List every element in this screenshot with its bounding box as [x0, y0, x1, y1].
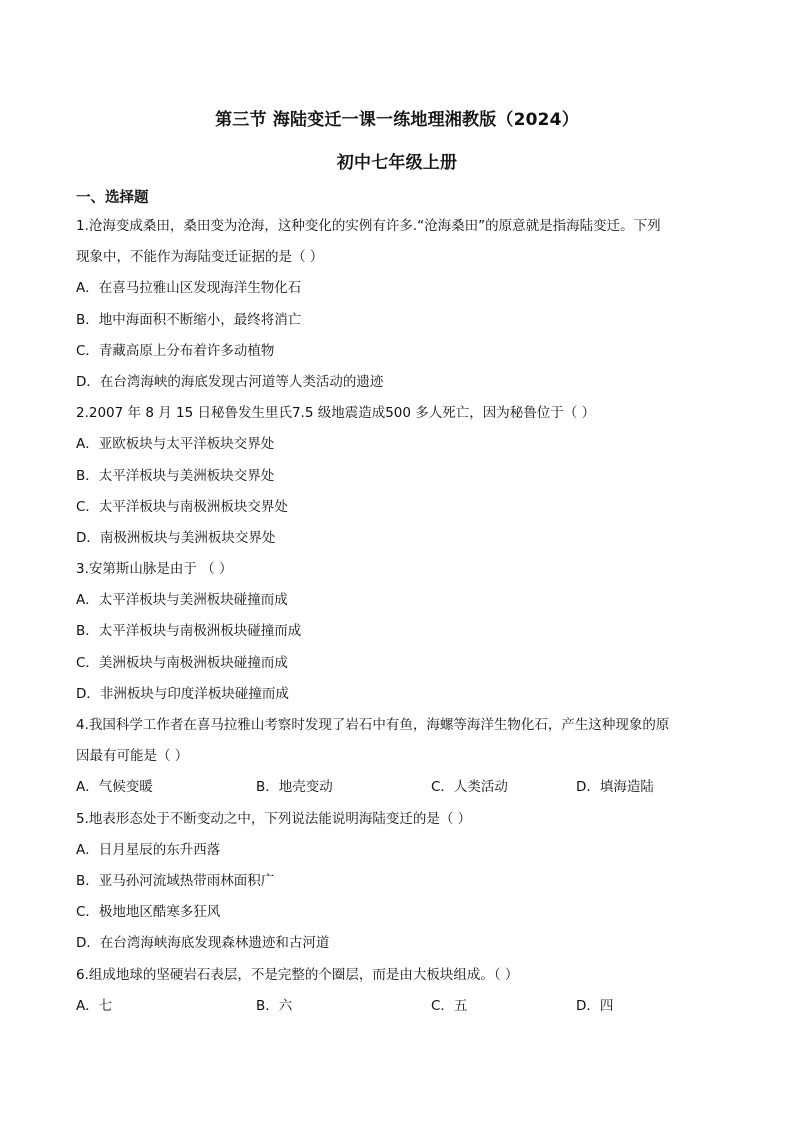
question-6-options-row [76, 994, 722, 1025]
question-list [76, 214, 722, 1025]
section-heading: 一、选择题 [76, 190, 149, 206]
document-title: 第三节 海陆变迁一课一练地理湘教版（2024） [215, 110, 579, 130]
question-3-stem: 3.安第斯山脉是由于 （ ） [76, 561, 233, 578]
question-4-option-a: A．气候变暖 [76, 779, 153, 796]
document-subtitle: 初中七年级上册 [336, 153, 458, 173]
question-3-option-b: B．太平洋板块与南极洲板块碰撞而成 [76, 623, 302, 640]
question-5-option-b: B．亚马孙河流域热带雨林面积广 [76, 872, 275, 889]
question-3-option-c: C．美洲板块与南极洲板块碰撞而成 [76, 654, 288, 671]
question-4-stem-line-2: 因最有可能是（ ） [76, 748, 189, 765]
question-4-option-d: D．填海造陆 [576, 779, 654, 796]
question-4-option-b: B．地壳变动 [256, 779, 333, 796]
question-6-option-b: B．六 [256, 997, 293, 1014]
question-1-option-d: D．在台湾海峡的海底发现古河道等人类活动的遗迹 [76, 373, 384, 390]
question-6-option-d: D．四 [576, 997, 614, 1014]
question-1-option-c: C．青藏高原上分布着许多动植物 [76, 342, 275, 359]
question-3-option-d: D．非洲板块与印度洋板块碰撞而成 [76, 685, 289, 702]
question-4-option-c: C．人类活动 [431, 779, 508, 796]
question-1-stem-line-1: 1.沧海变成桑田，桑田变为沧海，这种变化的实例有许多.“沧海桑田”的原意就是指海陆变迁。下列 [76, 218, 661, 234]
question-4-stem-line-1: 4.我国科学工作者在喜马拉雅山考察时发现了岩石中有鱼，海螺等海洋生物化石，产生这种现象的原 [76, 717, 670, 733]
question-1-option-b: B．地中海面积不断缩小，最终将消亡 [76, 311, 302, 328]
question-2-stem: 2.2007 年 8 月 15 日秘鲁发生里氏7.5 级地震造成500 多人死亡，因为秘鲁位于（ ） [76, 405, 596, 422]
question-2-option-d: D．南极洲板块与美洲板块交界处 [76, 529, 276, 546]
question-6-option-a: A．七 [76, 997, 113, 1014]
question-1-option-a: A．在喜马拉雅山区发现海洋生物化石 [76, 280, 302, 297]
question-4-options-row [76, 775, 722, 806]
question-2-option-c: C．太平洋板块与南极洲板块交界处 [76, 498, 288, 515]
question-1-stem-line-2: 现象中，不能作为海陆变迁证据的是（ ） [76, 249, 324, 266]
question-5-option-c: C．极地地区酷寒多狂风 [76, 904, 221, 921]
question-2-option-a: A．亚欧板块与太平洋板块交界处 [76, 436, 275, 453]
question-3-option-a: A．太平洋板块与美洲板块碰撞而成 [76, 592, 288, 609]
question-2-option-b: B．太平洋板块与美洲板块交界处 [76, 467, 275, 484]
question-6-stem: 6.组成地球的坚硬岩石表层，不是完整的个圈层，而是由大板块组成。（ ） [76, 966, 519, 983]
question-5-option-a: A．日月星辰的东升西落 [76, 841, 221, 858]
question-5-stem: 5.地表形态处于不断变动之中，下列说法能说明海陆变迁的是（ ） [76, 810, 472, 827]
question-5-option-d: D．在台湾海峡海底发现森林遗迹和古河道 [76, 935, 330, 952]
question-6-option-c: C．五 [431, 997, 468, 1014]
